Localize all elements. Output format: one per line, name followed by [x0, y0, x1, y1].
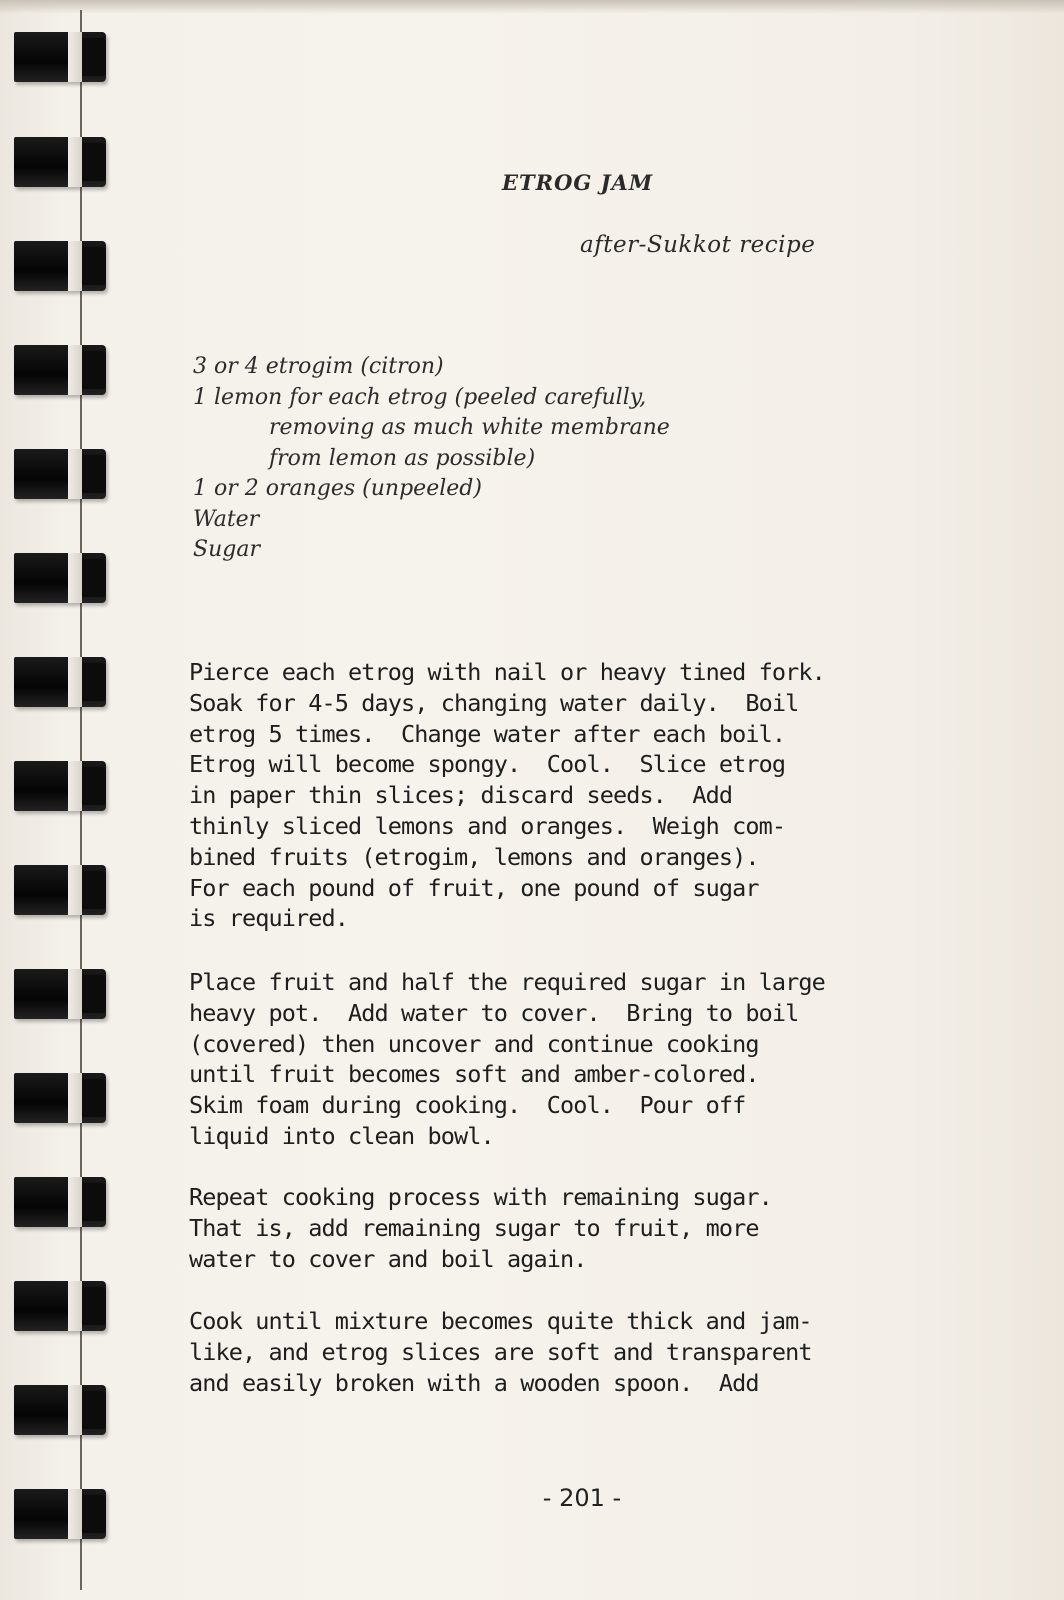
instruction-paragraph: Place fruit and half the required sugar in large heavy pot. Add water to cover. Bring to boil (covered) then uncover and continue cooking until fruit becomes soft and amber-colored. Skim foam during cooking. Cool. Pour off liquid into clean bowl.	[189, 968, 825, 1150]
binding-ring	[14, 865, 106, 915]
page-number: - 201 -	[542, 1484, 622, 1512]
binding-ring	[14, 449, 106, 499]
ingredient-item: Sugar	[193, 537, 260, 562]
recipe-title: ETROG JAM	[502, 170, 654, 195]
ingredient-item-continued: from lemon as possible)	[269, 445, 536, 471]
ingredient-item-continued: removing as much white membrane	[269, 415, 670, 440]
binding-ring	[14, 32, 106, 82]
instruction-paragraph: Pierce each etrog with nail or heavy tined fork. Soak for 4-5 days, changing water daily. Boil etrog 5 times. Change water after each boil. Etrog will become spongy. Cool. Slice etrog in paper thin slices; discard seeds. Add thinly sliced lemons and oranges. Weigh com- bined fruits (etrogim, lemons and oranges). For each pound of fruit, one pound of sugar is required.	[189, 658, 825, 933]
binding-ring	[14, 1177, 106, 1227]
binding-ring	[14, 969, 106, 1019]
binding-ring	[14, 1281, 106, 1331]
ingredient-item: 1 or 2 oranges (unpeeled)	[193, 476, 482, 501]
ingredient-item: 3 or 4 etrogim (citron)	[193, 354, 444, 379]
binding-ring	[14, 1073, 106, 1123]
ingredient-list	[193, 352, 670, 566]
binding-ring	[14, 761, 106, 811]
binding-ring	[14, 345, 106, 395]
instruction-paragraph: Cook until mixture becomes quite thick and jam- like, and etrog slices are soft and transparent and easily broken with a wooden spoon. Add	[189, 1307, 812, 1397]
instruction-paragraph: Repeat cooking process with remaining sugar. That is, add remaining sugar to fruit, more water to cover and boil again.	[189, 1183, 772, 1273]
ingredient-item: Water	[193, 506, 260, 532]
recipe-subtitle: after-Sukkot recipe	[580, 232, 816, 258]
binding-ring	[14, 137, 106, 187]
binding-ring	[14, 553, 106, 603]
page-top-shadow	[0, 0, 1064, 14]
ingredient-item: 1 lemon for each etrog (peeled carefully,	[193, 384, 647, 410]
binding-ring	[14, 1385, 106, 1435]
binding-ring	[14, 241, 106, 291]
binding-ring	[14, 657, 106, 707]
